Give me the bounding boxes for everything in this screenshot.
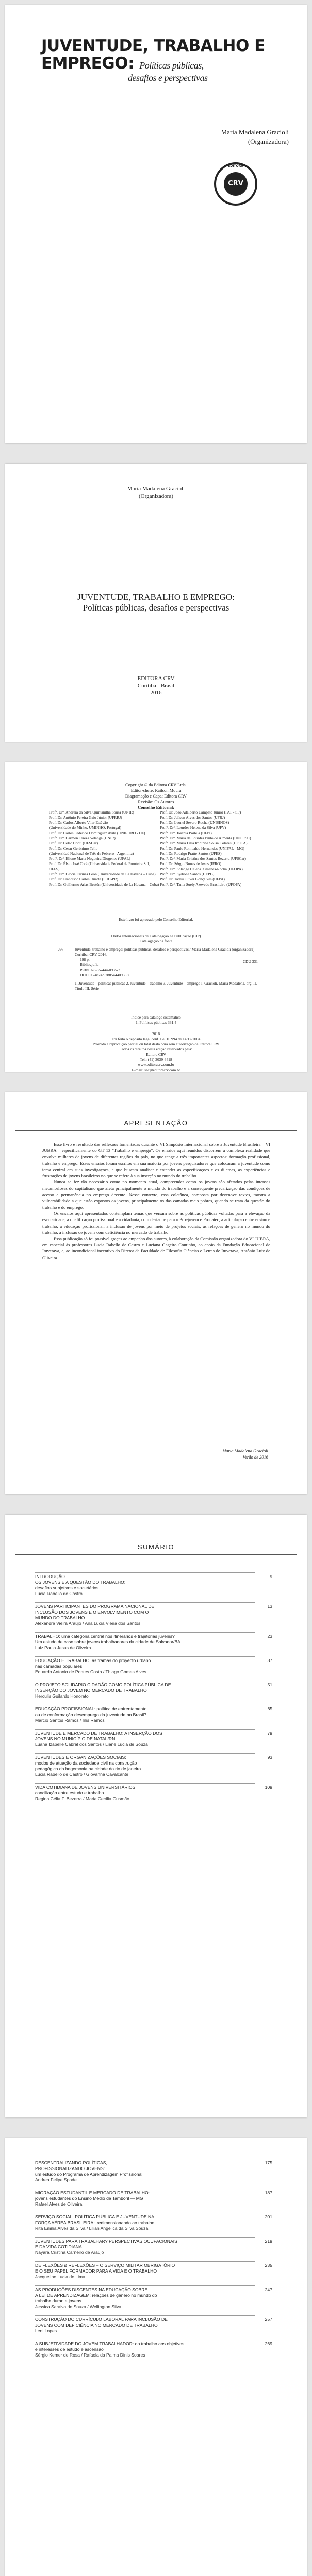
cip-doi: DOI 10.24824/978854440935.7: [80, 973, 130, 977]
presentation-paragraph: Essa publicação só foi possível graças ao empenho dos autores, à colaboração da Comissão organizadora do VI JUBRA, em especial às professoras Lucia Rabello de Castro e Luciana Gageiro Coutinho, ao apoio da Fundação Educacional de Ituverava, e, ao incondicional incentivo do Diretor da Faculdade de Filosofia Ciências e Letras de Ituverava, Antônio Luiz de Oliveira.: [42, 1236, 270, 1260]
design-line: Diagramação e Capa: Editora CRV: [125, 793, 187, 799]
email-line: E-mail: sac@editoracrv.com.br: [132, 1067, 180, 1072]
board-member: Prof. Dr. Jailson Alves dos Santos (UFRJ): [160, 815, 225, 820]
legal-line4: Editora CRV: [146, 1052, 166, 1057]
toc-entry[interactable]: [35, 1632, 272, 1656]
toc-entry-title: MUNDO DO TRABALHO: [35, 1615, 85, 1620]
cip-subjects: 1. Juventude – políticas públicas 2. Juventude – trabalho 3. Juventude – emprego I. Gracioli, Maria Madalena. org. II. Título III. Série: [75, 981, 257, 991]
toc-entry-title: FORÇA AÉREA BRASILEIRA : redimensionando ao trabalho: [35, 2220, 155, 2225]
index-heading: Índice para catálogo sistemático: [131, 1015, 181, 1020]
toc-entry-author: Lucia Rabello de Castro / Giovanna Cavalcante: [35, 1772, 129, 1777]
toc-entry-title: EDUCAÇÃO PROFISSIONAL: política de enfrentamento: [35, 1706, 147, 1711]
toc-entry-author: Luiz Paulo Jesus de Oliveira: [35, 1645, 91, 1650]
board-member: Profª. Drª. Maria Lília Imbiriba Sousa Colares (UFOPA): [160, 841, 248, 845]
board-title: Conselho Editorial:: [137, 805, 175, 810]
toc-entry-title: Um estudo de caso sobre jovens trabalhadores da cidade de Salvador/BA: [35, 1639, 180, 1645]
toc-page-1: [5, 1515, 307, 2117]
toc-entry-page: 79: [267, 1731, 272, 1736]
titlepage-year: 2016: [150, 690, 162, 696]
logo-text: CRV: [224, 172, 248, 196]
titlepage-title-line1: JUVENTUDE, TRABALHO E EMPREGO:: [77, 592, 235, 602]
toc-entry-title: PROFISSIONALIZANDO JOVENS:: [35, 2166, 105, 2171]
presentation-rule: [15, 1130, 297, 1131]
toc-entry-title: VIDA COTIDIANA DE JOVENS UNIVERSITÁRIOS:: [35, 1785, 137, 1790]
toc-entry-page: 201: [265, 2214, 272, 2219]
toc-entry-title: E O SEU PAPEL FORMADOR PARA A VIDA E O TRABALHO: [35, 2268, 157, 2274]
cover-subtitle-b: desafios e perspectivas: [128, 73, 208, 83]
presentation-signature: [186, 1448, 268, 1460]
toc-entry[interactable]: [35, 1572, 272, 1602]
toc-entry-title: TRABALHO: uma categoria central nos itinerários e trajetórias juvenis?: [35, 1634, 175, 1639]
toc-entry-author: Lucia Rabello de Castro: [35, 1591, 83, 1596]
toc-entry-title: desafios subjetivos e societários: [35, 1585, 99, 1590]
toc-entry-page: 187: [265, 2190, 272, 2195]
titlepage-publisher: [5, 675, 307, 697]
editor-line: Editor-chefe: Railson Moura: [130, 788, 182, 793]
title-page: [5, 464, 307, 742]
toc-entry-author: Regina Célia F. Bezerra / Maria Cecília Gusmão: [35, 1796, 129, 1801]
board-member: Profª. Drª. Gloria Fariñas León (Universidade de La Havana – Cuba): [49, 872, 156, 876]
toc-entry-title: OS JOVENS E A QUESTÃO DO TRABALHO:: [35, 1580, 126, 1585]
phone-line: Tel.: (41) 3039-6418: [140, 1057, 172, 1062]
toc-list: [35, 1572, 272, 1807]
toc-entry-author: Herculis Guilardo Honorato: [35, 1693, 89, 1699]
toc-entry-title: JOVENS PARTICIPANTES DO PROGRAMA NACIONAL DE: [35, 1604, 155, 1609]
publisher-logo: [214, 162, 257, 206]
toc-entry-title: O PROJETO SOLIDARIO CIDADÃO COMO POLÍTICA PÚBLICA DE: [35, 1682, 171, 1687]
toc-entry-title: E DA VIDA COTIDIANA: [35, 2244, 82, 2249]
toc-entry-title: trabalho durante jovens: [35, 2298, 81, 2303]
cip-entry-text: Juventude, trabalho e emprego: políticas públicas, desafios e perspectivas / Maria Madalena Gracioli (organizadora) – Curitiba: CRV, 2016.: [75, 947, 257, 957]
cip-cdu: CDU 331: [243, 959, 258, 964]
titlepage-title: [26, 591, 286, 613]
toc-entry-title: modos de atuação da sociedade civil na construção: [35, 1760, 137, 1766]
toc-entry[interactable]: [35, 2285, 272, 2315]
catalog-year: 2016: [152, 1031, 160, 1036]
board-member: Prof. Dr. Leonel Severo Rocha (UNISINOS): [160, 820, 229, 825]
legal-line1: Foi feito o depósito legal conf. Lei 10.994 de 14/12/2004: [111, 1037, 201, 1041]
toc-entry-title: JUVENTUDES PARA TRABALHAR? PERSPECTIVAS OCUPACIONAIS: [35, 2239, 177, 2244]
toc-entry[interactable]: [35, 1753, 272, 1783]
presentation-paragraph: Os ensaios aqui apresentados contemplam temas que versam sobre as políticas públicas voltadas para a elevação da escolaridade, a qualificação profissional e a cidadania, com destaque para o Proejovem e Pronatec, a articulação entre ensino e trabalho, a educação profissional, a inclusão de jovens por meio de projetos sociais, as relações de gênero no mundo do trabalho, a inclusão de jovens com deficiência no mercado de trabalho.: [42, 1211, 270, 1235]
toc-entry[interactable]: [35, 2159, 272, 2189]
board-member: Profª. Drª. Lourdes Helena da Silva (UFV): [160, 825, 226, 830]
board-member: Profª. Drª. Elione Maria Nogueira Diogenes (UFAL): [49, 856, 130, 861]
cover-author: Maria Madalena Gracioli: [221, 128, 289, 136]
board-member: (Universidad Nacional de Três de Febrero - Argentina): [49, 851, 134, 856]
catalog-footer: [5, 1015, 307, 1072]
toc-entry-title: ou de conformação desemprego da juventude no Brasil?: [35, 1712, 146, 1717]
presentation-body: [42, 1141, 270, 1261]
cover-title-line1: JUVENTUDE, TRABALHO E: [41, 37, 265, 55]
toc-entry-title: INCLUSÃO DOS JOVENS E O ENVOLVIMENTO COM O: [35, 1609, 149, 1615]
toc-entry-page: 9: [270, 1574, 272, 1579]
legal-line3: Todos os direitos desta edição reservados pela:: [120, 1047, 192, 1052]
cover-authors: [160, 128, 289, 146]
board-member: Profª. Drª. Carmen Tereza Velanga (UNIR): [49, 836, 116, 840]
presentation-title: APRESENTAÇÃO: [124, 1119, 188, 1127]
toc-entry-author: Jacqueline Lucia de Lima: [35, 2274, 85, 2279]
board-member: Profª. Drª. Maria de Lourdes Pinto de Almeida (UNOESC): [160, 836, 251, 840]
board-member: Prof. Dr. Élsio José Corá (Universidade Federal da Fronteira Sul, UFFS): [49, 861, 150, 871]
toc-entry-title: JUVENTUDES E ORGANIZAÇÕES SOCIAIS:: [35, 1755, 126, 1760]
toc-entry-author: Sérgio Kemer de Rosa / Rafaela da Palma Dinis Soares: [35, 2352, 145, 2358]
cip-sub: Catalogação na fonte: [139, 939, 173, 943]
catalog-page: [5, 762, 307, 1072]
toc-entry-page: 247: [265, 2287, 272, 2292]
toc-entry-title: SERVIÇO SOCIAL, POLÍTICA PÚBLICA E JUVENTUDE NA: [35, 2214, 154, 2219]
toc-entry-title: A LEI DE APRENDIZAGEM: relações de gênero no mundo do: [35, 2293, 157, 2298]
toc-entry-author: Rafael Alves de Oliveira: [35, 2201, 83, 2207]
cover-subtitle-a: Políticas públicas,: [139, 60, 204, 71]
toc-entry-page: 37: [267, 1658, 272, 1663]
toc-entry-page: 13: [267, 1604, 272, 1609]
toc-entry[interactable]: [35, 1705, 272, 1729]
board-member: (Universidade do Minho, UMINHO, Portugal): [49, 825, 121, 830]
board-member: Prof. Dr. Sérgio Nunes de Jesus (IFRO): [160, 861, 222, 866]
cip-heading: Dados Internacionais de Catalogação na Publicação (CIP): [111, 934, 201, 938]
toc-entry-page: 219: [265, 2239, 272, 2244]
toc-entry[interactable]: [35, 2315, 272, 2340]
toc-entry[interactable]: [35, 2261, 272, 2285]
board-member: Prof. Dr. Tadeu Oliver Gonçalves (UFPA): [160, 877, 225, 882]
toc-entry-author: Alexandre Vieira Araújo / Ana Lúcia Vieira dos Santos: [35, 1621, 141, 1626]
toc-page-2: [5, 2138, 307, 2576]
toc-entry[interactable]: [35, 2340, 272, 2364]
copyright-line: Copyright © da Editora CRV Ltda.: [125, 782, 187, 787]
site-line: www.editoracrv.com.br: [138, 1062, 174, 1067]
titlepage-author: Maria Madalena Gracioli: [127, 486, 185, 492]
toc-entry[interactable]: [35, 2189, 272, 2213]
signature-place: Verão de 2016: [242, 1454, 268, 1460]
board-member: Prof. Dr. João Adalberto Campato Junior (FAP - SP): [160, 810, 241, 815]
toc-entry-author: Luana Izabelle Cabral dos Santos / Liane Lúcia de Souza: [35, 1742, 148, 1747]
board-member: Prof. Dr. Paulo Romualdo Hernandes (UNIFAL - MG): [160, 846, 244, 851]
toc-entry-title: INSERÇÃO DO JOVEM NO MERCADO DE TRABALHO: [35, 1688, 147, 1693]
board-member: Prof. Dr. Carlos Federico Dominguez Avila (UNIEURO - DF): [49, 831, 145, 835]
toc-entry-title: um estudo do Programa de Aprendizagem Profissional: [35, 2172, 143, 2177]
toc-entry-title: JOVENS COM DEFICIÊNCIA NO MERCADO DE TRABALHO: [35, 2323, 158, 2328]
titlepage-authors: [5, 485, 307, 500]
toc-entry-title: INTRODUÇÃO: [35, 1574, 65, 1579]
legal-line2: Proibida a reprodução parcial ou total desta obra sem autorização da Editora CRV: [92, 1042, 220, 1046]
cover-role: (Organizadora): [248, 138, 289, 145]
catalog-header: [5, 782, 307, 810]
board-member: Profª. Drª. Andréia da Silva Quintanilha Sousa (UNIR): [49, 810, 134, 815]
toc-entry-title: conciliação entre estudo e trabalho: [35, 1790, 104, 1795]
board-member: Profª. Drª. Sydione Santos (UEPG): [160, 872, 215, 876]
approval-note: Este livro foi aprovado pelo Conselho Editorial.: [119, 917, 193, 922]
board-member: Prof. Dr. Celso Conti (UFSCar): [49, 841, 98, 845]
cover-page: [5, 5, 307, 443]
toc-entry-title: DESCENTRALIZANDO POLÍTICAS,: [35, 2160, 107, 2165]
board-member: Profª. Drª. Maria Cristina dos Santos Bezerra (UFSCar): [160, 856, 246, 861]
review-line: Revisão: Os Autores: [138, 799, 174, 804]
toc-entry-author: Nayara Cristina Carneiro de Araújo: [35, 2250, 104, 2255]
toc-entry-title: e interesses de estudo e ascensão: [35, 2347, 104, 2352]
toc-entry-author: Rita Emília Alves da Silva / Lilian Angélica da Silva Souza: [35, 2226, 149, 2231]
toc-entry-title: A SUBJETIVIDADE DO JOVEM TRABALHADOR: do trabalho aos objetivos: [35, 2341, 185, 2346]
toc-entry-title: AS PRODUÇÕES DISCENTES NA EDUCAÇÃO SOBRE: [35, 2287, 148, 2292]
toc-entry-title: JOVENS NO MUNICÍPIO DE NATAL/RN: [35, 1736, 116, 1741]
toc-entry[interactable]: [35, 1602, 272, 1632]
titlepage-title-line2: Políticas públicas, desafios e perspectivas: [83, 603, 229, 613]
cip-entry-code: J97: [58, 947, 64, 952]
toc-entry-page: 65: [267, 1706, 272, 1711]
toc-entry-title: CONSTRUÇÃO DO CURRÍCULO LABORAL PARA INCLUSÃO DE: [35, 2317, 168, 2322]
toc-entry[interactable]: [35, 1729, 272, 1753]
board-member: Prof. Dr. Cesar Gerónimo Tello: [49, 846, 98, 851]
cover-title-line2: EMPREGO:: [41, 54, 134, 73]
toc-entry-title: JUVENTUDE E MERCADO DE TRABALHO: A INSERÇÃO DOS: [35, 1731, 162, 1736]
index-entry: 1. Políticas públicas 331.4: [136, 1020, 176, 1025]
cip-bibliography: Bibliografia: [80, 962, 99, 967]
toc-entry-page: 175: [265, 2160, 272, 2165]
presentation-paragraph: Esse livro é resultado das reflexões fomentadas durante o VI Simpósio Internacional sobre a Juventude Brasileira – VI JUBRA – especificamente do GT 13 "Trabalho e emprego". Os ensaios aqui reunidos discorrem a complexa realidade que envolve milhares de jovens de diferentes regiões do país, no que tange a três importantes aspectos: formação profissional, trabalho e emprego. Esses ensaios foram escritos em sua maioria por jovens pesquisadores que colocaram a juventude como tema central em suas investigações, e que buscam analisar e entender as especificações e os dilemas, as experiências e frustrações de jovens brasileiros no que se refere à sua inserção no mundo do trabalho.: [42, 1142, 270, 1179]
toc-entry-title: MIGRAÇÃO ESTUDANTIL E MERCADO DE TRABALHO:: [35, 2190, 150, 2195]
presentation-paragraph: Nunca se fez tão necessário como no momento atual, compreender como os jovens são afetados pelas intensas metamorfoses do capitalismo que afeta principalmente o mundo do trabalho e a consequente precarização das condições de acesso e permanência no emprego decente. Nesse contexto, essa coletânea, composta por dezenove textos, mostra a vulnerabilidade a que estão expostos os jovens, principalmente os das camadas mais pobres, quando se trata da questão do trabalho e do emprego.: [42, 1179, 270, 1210]
toc-entry-title: pedagógica da hegemonia na cidade do rio de janeiro: [35, 1766, 141, 1771]
signature-name: Maria Madalena Gracioli: [222, 1448, 268, 1453]
toc-entry[interactable]: [35, 1656, 272, 1681]
board-member: Prof. Dr. Rodrigo Pratte-Santos (UFES): [160, 851, 222, 856]
toc-entry[interactable]: [35, 2213, 272, 2237]
editorial-board-right: [160, 810, 271, 887]
titlepage-city: Curitiba - Brasil: [137, 683, 175, 689]
toc-rule: [15, 1554, 297, 1555]
cover-title: [41, 37, 284, 83]
board-member: Profª. Drª. Tania Suely Azevedo Brasileiro (UFOPA): [160, 882, 242, 887]
toc-entry-page: 93: [267, 1755, 272, 1760]
cip-isbn: ISBN 978-85-444-0935-7: [80, 968, 120, 972]
editorial-board-left: [49, 810, 160, 887]
titlepage-role: (Organizadora): [139, 493, 173, 499]
toc-title: SUMÁRIO: [137, 1543, 175, 1551]
toc-entry-page: 23: [267, 1634, 272, 1639]
toc-entry-page: 109: [265, 1785, 272, 1790]
toc-entry-title: EDUCAÇÃO E TRABALHO: as tramas do proyecto urbano: [35, 1658, 151, 1663]
logo-arc-text: EDITORA: [228, 164, 243, 168]
toc-entry[interactable]: [35, 1783, 272, 1807]
toc-entry-title: nas camadas populares: [35, 1664, 83, 1669]
presentation-page: [5, 1092, 307, 1494]
board-member: Profª. Drª. Josania Portela (UFPI): [160, 831, 212, 835]
cip-record: [54, 930, 258, 999]
toc-entry-author: Andrea Felipe Spode: [35, 2177, 77, 2182]
toc-entry-page: 257: [265, 2317, 272, 2322]
cip-entry: [54, 944, 258, 978]
toc-entry-author: Eduardo Antonio de Pontes Costa / Thiago Gomes Alves: [35, 1669, 146, 1674]
toc-entry-author: Marcio Santos Ramos / Irlis Ramos: [35, 1718, 105, 1723]
board-member: Prof. Dr. Antônio Pereira Gaio Júnior (UFRRJ): [49, 815, 122, 820]
toc-entry-author: Jessica Saraiva de Souza / Wellington Silva: [35, 2304, 122, 2309]
toc-entry[interactable]: [35, 2237, 272, 2261]
toc-entry-title: DE FLEXÕES & REFLEXÕES – O SERVIÇO MILITAR OBRIGATÓRIO: [35, 2263, 175, 2268]
toc-list: [35, 2159, 272, 2364]
board-member: Prof. Dr. Guillermo Arias Beatón (Universidade de La Havana – Cuba): [49, 882, 159, 887]
toc-entry-title: jovens estudantes do Ensino Médio de Tamboril — MG: [35, 2196, 143, 2201]
toc-entry-page: 269: [265, 2341, 272, 2346]
board-member: Profª. Drª. Solange Helena Ximenes-Rocha (UFOPA): [160, 867, 243, 871]
toc-entry-page: 51: [267, 1682, 272, 1687]
board-member: Prof. Dr. Francisco Carlos Duarte (PUC-PR): [49, 877, 118, 882]
toc-entry-author: Leni Lopes: [35, 2328, 57, 2333]
toc-entry[interactable]: [35, 1681, 272, 1705]
titlepage-publisher-name: EDITORA CRV: [137, 675, 175, 682]
board-member: Prof. Dr. Carlos Alberto Vilar Estêvão: [49, 820, 108, 825]
cip-pages: 198 p.: [80, 957, 90, 962]
toc-entry-page: 235: [265, 2263, 272, 2268]
